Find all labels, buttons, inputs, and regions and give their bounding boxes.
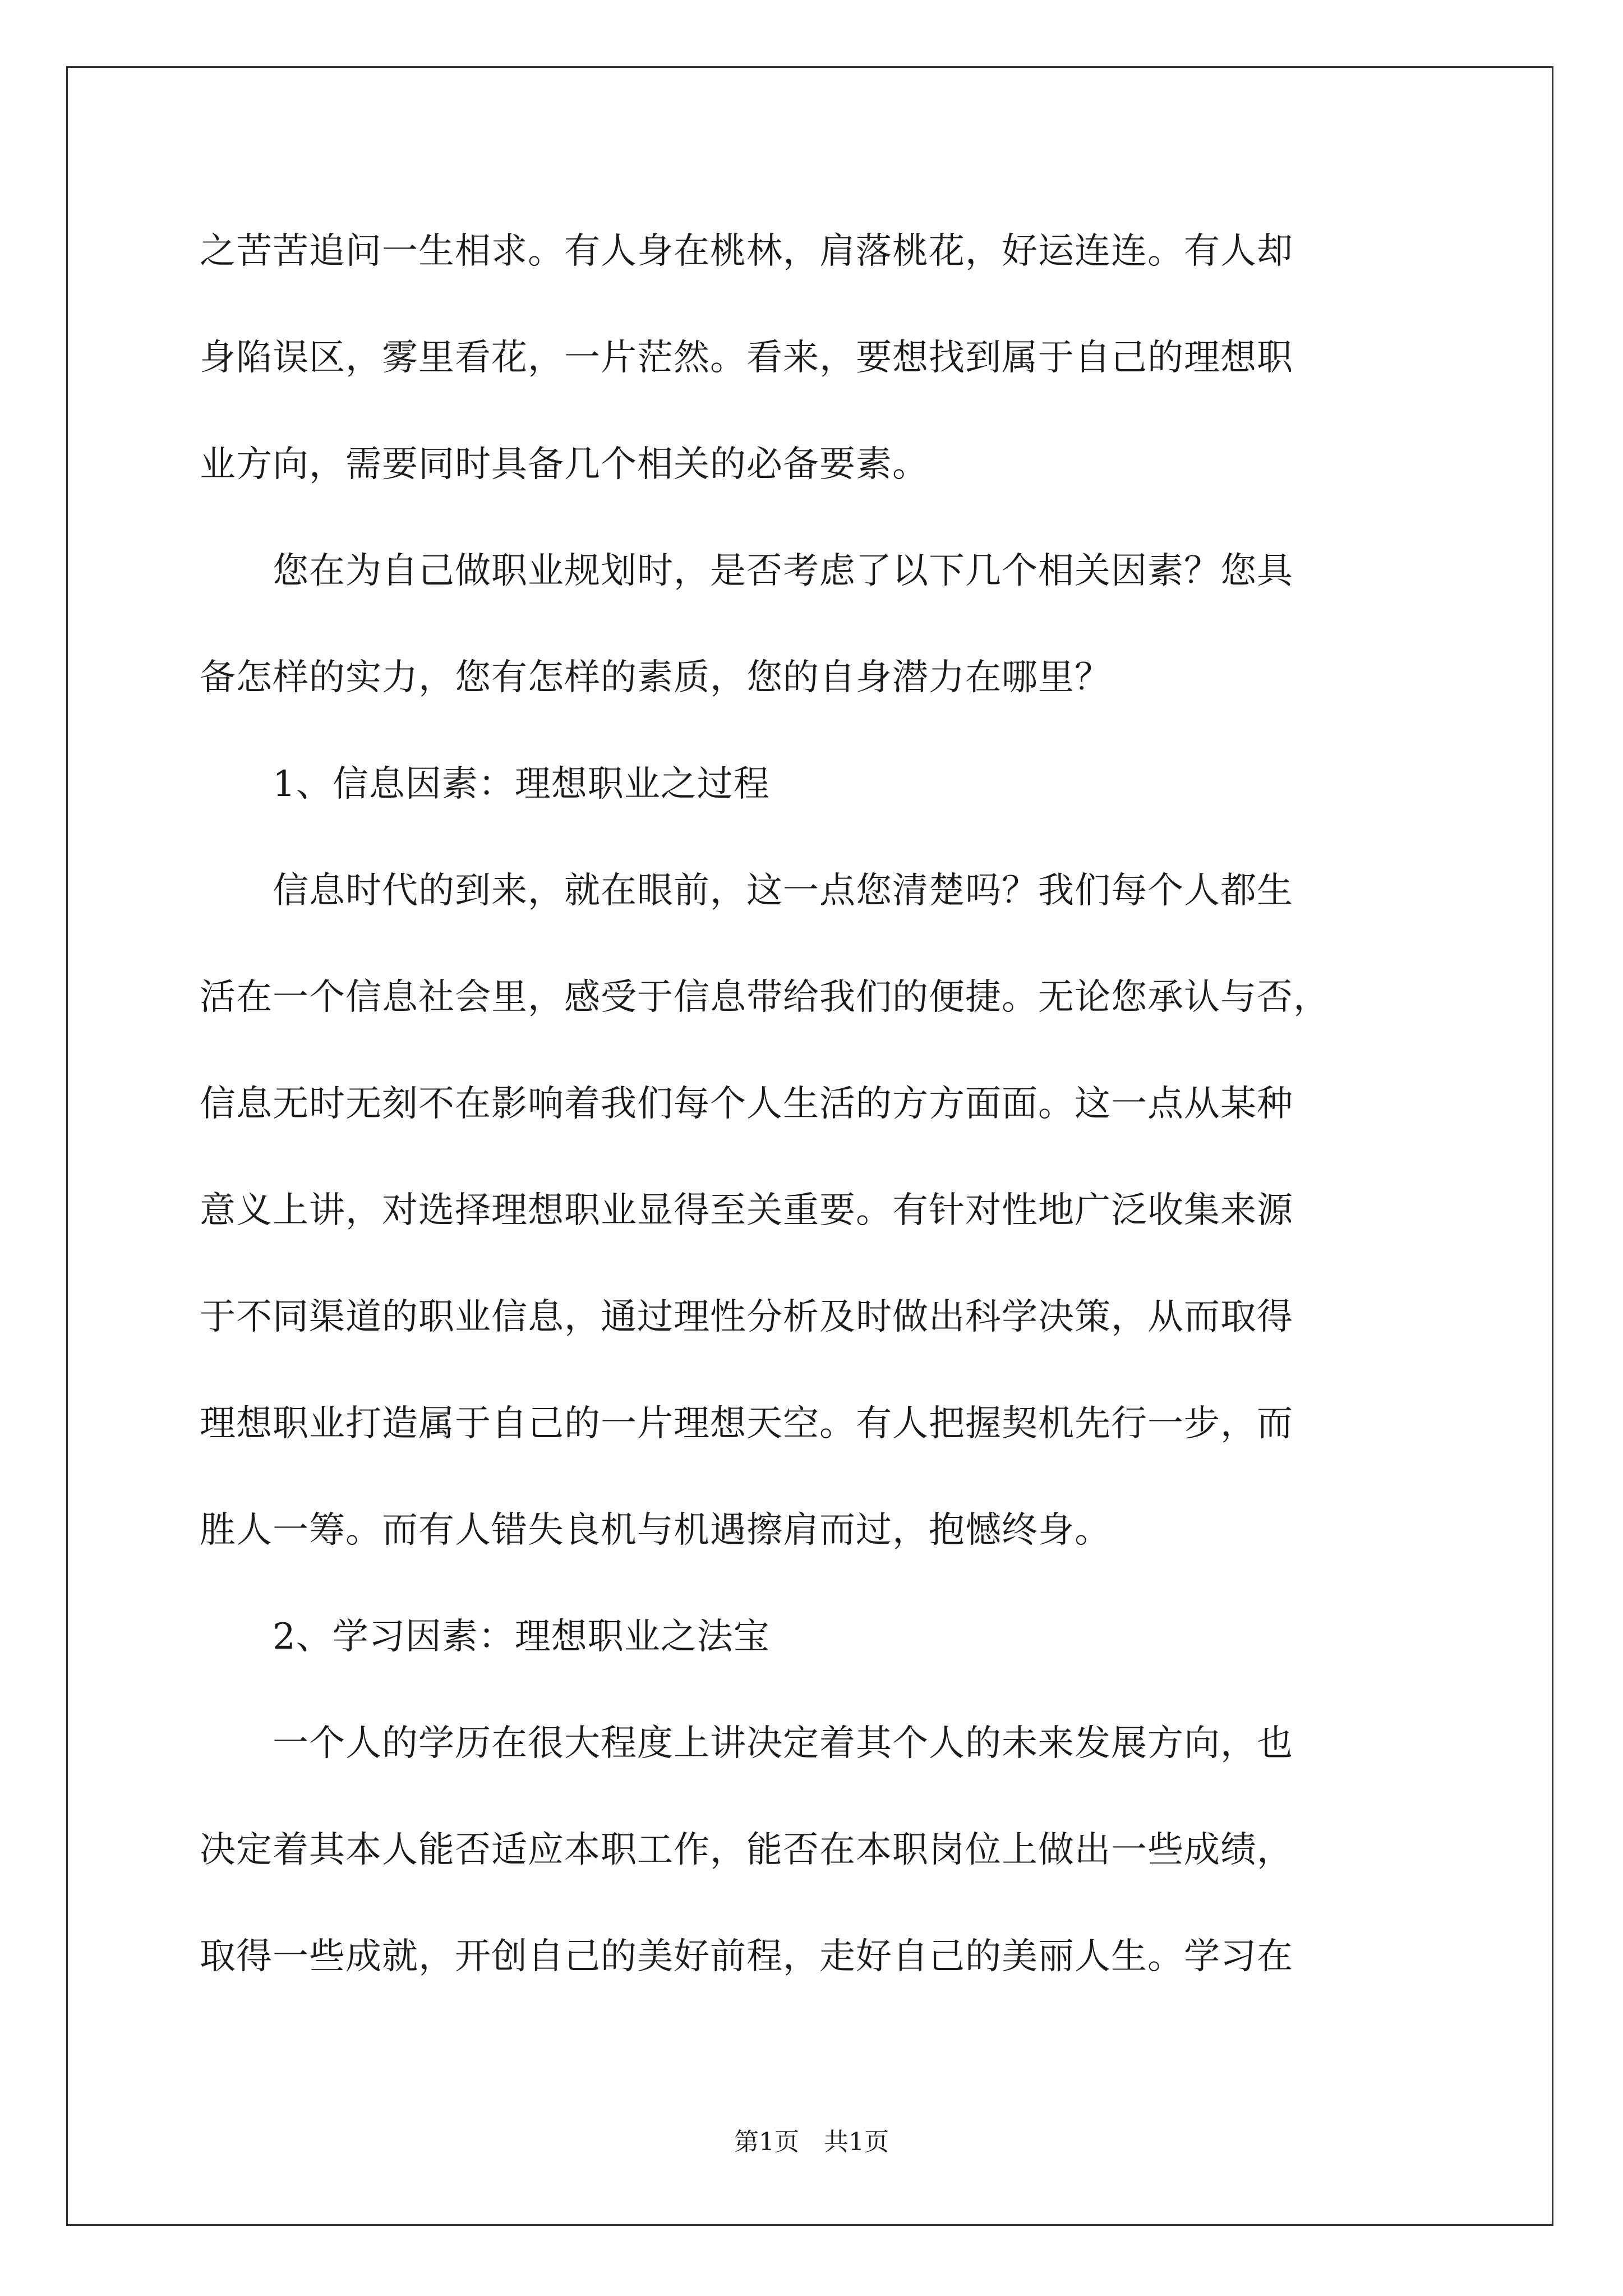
text-line: 活在一个信息社会里，感受于信息带给我们的便捷。无论您承认与否， xyxy=(200,977,1330,1018)
text-line: 胜人一筹。而有人错失良机与机遇擦肩而过，抱憾终身。 xyxy=(200,1510,1111,1551)
document-body xyxy=(200,220,1422,2032)
text-line: 意义上讲，对选择理想职业显得至关重要。有针对性地广泛收集来源 xyxy=(200,1190,1293,1231)
text-line: 一个人的学历在很大程度上讲决定着其个人的未来发展方向，也 xyxy=(200,1723,1293,1764)
text-line: 决定着其本人能否适应本职工作，能否在本职岗位上做出一些成绩， xyxy=(200,1829,1293,1871)
text-line: 信息时代的到来，就在眼前，这一点您清楚吗？我们每个人都生 xyxy=(200,870,1293,912)
text-line: 业方向，需要同时具备几个相关的必备要素。 xyxy=(200,444,929,485)
section-heading: 1、信息因素：理想职业之过程 xyxy=(200,763,770,805)
text-line: 身陷误区，雾里看花，一片茫然。看来，要想找到属于自己的理想职 xyxy=(200,337,1293,379)
page-number-footer: 第1页 共1页 xyxy=(734,2128,889,2156)
section-heading: 2、学习因素：理想职业之法宝 xyxy=(200,1616,770,1658)
text-line: 您在为自己做职业规划时，是否考虑了以下几个相关因素？您具 xyxy=(200,550,1293,592)
text-line: 取得一些成就，开创自己的美好前程，走好自己的美丽人生。学习在 xyxy=(200,1936,1293,1977)
text-line: 理想职业打造属于自己的一片理想天空。有人把握契机先行一步，而 xyxy=(200,1403,1293,1444)
text-line: 之苦苦追问一生相求。有人身在桃林，肩落桃花，好运连连。有人却 xyxy=(200,231,1293,272)
text-line: 于不同渠道的职业信息，通过理性分析及时做出科学决策，从而取得 xyxy=(200,1296,1293,1338)
text-line: 信息无时无刻不在影响着我们每个人生活的方方面面。这一点从某种 xyxy=(200,1083,1293,1125)
text-line: 备怎样的实力，您有怎样的素质，您的自身潜力在哪里？ xyxy=(200,657,1111,698)
